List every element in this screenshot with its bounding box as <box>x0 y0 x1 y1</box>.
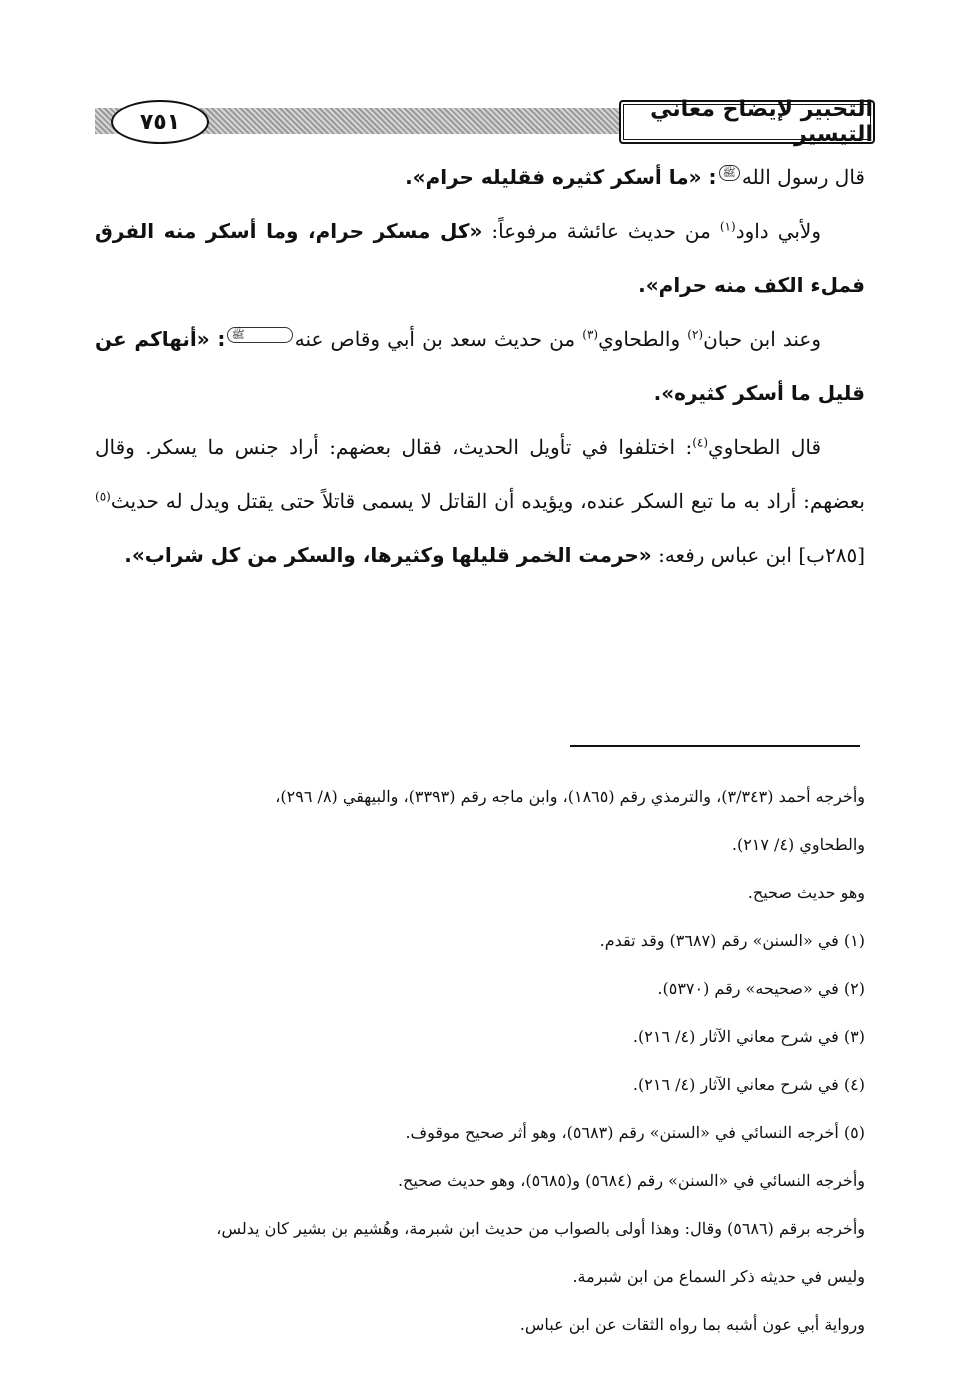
paragraph-1 <box>95 150 865 204</box>
footnote-line: والطحاوي (٤/ ٢١٧). <box>731 835 865 854</box>
footnotes <box>95 773 865 1349</box>
p3-text-a: وعند ابن حبان <box>703 327 821 351</box>
footnote-ref-5[interactable]: (٥) <box>95 489 111 504</box>
footnote-ref-2[interactable]: (٢) <box>687 327 704 342</box>
paragraph-3 <box>95 312 865 420</box>
p4-text-b: : اختلفوا في تأويل الحديث، فقال بعضهم: أراد جنس ما يسكر. وقال بعضهم: أراد به ما تبع السكر عنده، ويؤيده أن القاتل لا يسمى قاتلاً حتى يقتل ويدل له حديث <box>95 435 865 513</box>
p3-quote: : «أنهاكم عن قليل ما أسكر كثيره». <box>95 327 865 405</box>
honorific-icon: ﷺ <box>227 327 292 343</box>
footnote-line: وأخرجه النسائي في «السنن» رقم (٥٦٨٤) و(٥٦٨٥)، وهو حديث صحيح. <box>397 1171 865 1190</box>
paragraph-4 <box>95 420 865 582</box>
page-header <box>95 96 875 147</box>
footnote-ref-3[interactable]: (٣) <box>582 327 599 342</box>
footnote-2: (٢) في «صحيحه» رقم (٥٣٧٠). <box>657 979 865 998</box>
footnote-4: (٤) في شرح معاني الآثار (٤/ ٢١٦). <box>632 1075 865 1094</box>
footnote-ref-1[interactable]: (١) <box>719 219 736 234</box>
footnote-line: وليس في حديثه ذكر السماع من ابن شبرمة. <box>572 1267 865 1286</box>
p1-quote: : «ما أسكر كثيره فقليله حرام». <box>405 165 717 189</box>
footnote-5: (٥) أخرجه النسائي في «السنن» رقم (٥٦٨٣)، وهو أثر صحيح موقوف. <box>405 1123 865 1142</box>
p3-text-b: والطحاوي <box>598 327 688 351</box>
main-text <box>95 150 865 582</box>
p1-prefix: قال رسول الله <box>741 165 865 189</box>
p2-text-a: ولأبي داود <box>735 219 821 243</box>
footnote-1: (١) في «السنن» رقم (٣٦٨٧) وقد تقدم. <box>599 931 865 950</box>
honorific-icon: ﷺ <box>719 165 740 181</box>
page-number: ٧٥١ <box>111 100 209 144</box>
footnote-separator <box>570 745 860 747</box>
book-title: التحبير لإيضاح معاني التيسير <box>619 100 875 144</box>
footnote-line: وأخرجه برقم (٥٦٨٦) وقال: وهذا أولى بالصواب من حديث ابن شبرمة، وهُشيم بن بشير كان يدلس، <box>216 1219 865 1238</box>
paragraph-2 <box>95 204 865 312</box>
p4-text-c: [٢٨٥ب] ابن عباس رفعه: <box>651 543 865 567</box>
footnote-3: (٣) في شرح معاني الآثار (٤/ ٢١٦). <box>632 1027 865 1046</box>
footnote-ref-4[interactable]: (٤) <box>692 435 709 450</box>
p2-text-b: من حديث عائشة مرفوعاً: <box>482 219 720 243</box>
p2-quote: «كل مسكر حرام، وما أسكر منه الفرق فملء الكف منه حرام». <box>95 219 865 297</box>
p4-quote: «حرمت الخمر قليلها وكثيرها، والسكر من كل شراب». <box>124 543 652 567</box>
footnote-line: ورواية أبي عون أشبه بما رواه الثقات عن ابن عباس. <box>519 1315 865 1334</box>
footnote-line: وأخرجه أحمد (٣/٣٤٣)، والترمذي رقم (١٨٦٥)، وابن ماجه رقم (٣٣٩٣)، والبيهقي (٨/ ٢٩٦)، <box>275 787 865 806</box>
p4-text-a: قال الطحاوي <box>708 435 821 459</box>
p3-text-c: من حديث سعد بن أبي وقاص عنه <box>294 327 583 351</box>
footnote-line: وهو حديث صحيح. <box>747 883 865 902</box>
